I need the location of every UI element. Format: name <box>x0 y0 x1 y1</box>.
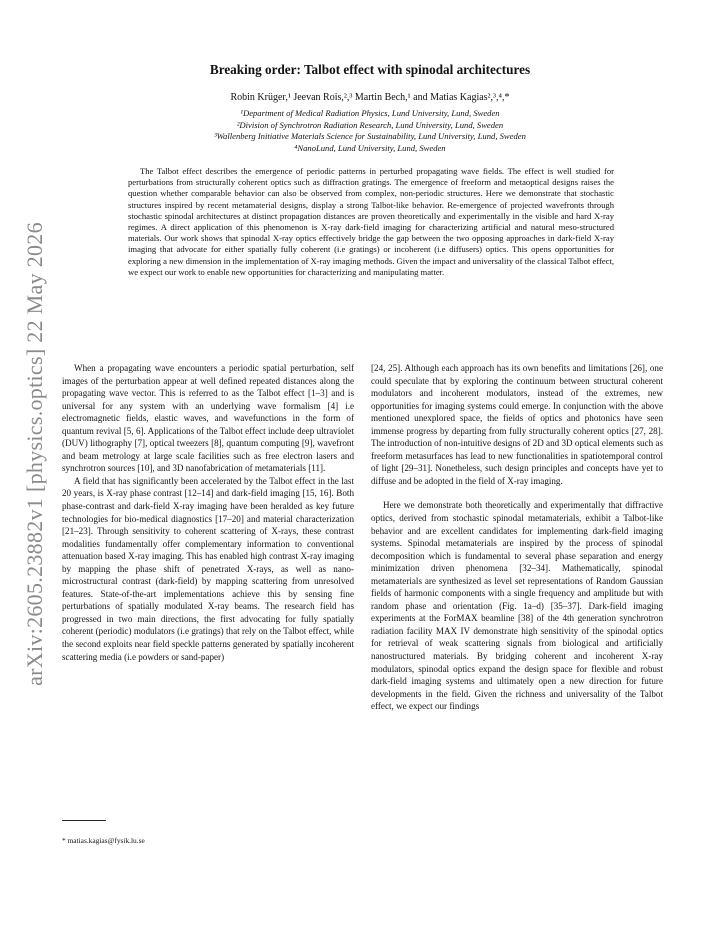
corresponding-author-footnote: * matias.kagias@fysik.lu.se <box>62 836 145 845</box>
paper-title: Breaking order: Talbot effect with spinodal architectures <box>209 62 531 77</box>
footnote-rule <box>62 820 106 821</box>
affiliations <box>90 108 650 154</box>
paragraph-continuation: [24, 25]. Although each approach has its own benefits and limitations [26], one could speculate that by exploring the continuum between structural coherent modulators and incoherent modulators, instead of the extremes, new opportunities for imaging systems could emerge. In conjunction with the above mentioned unexplored space, the fields of optics and photonics have seen immense progress by departing from fully structurally coherent optics [27, 28]. The introduction of non-intuitive designs of 2D and 3D optical elements such as freeform metasurfaces has lead to new functionalities in spatiotemporal control of light [29–31]. Nonetheless, such design principles and concepts have yet to diffuse and be adopted in the field of X-ray imaging. <box>371 363 663 486</box>
affiliation-4: ⁴NanoLund, Lund University, Lund, Sweden <box>294 142 446 153</box>
paragraph-demonstration: Here we demonstrate both theoretically and experimentally that diffractive optics, derived from stochastic spinodal metamaterials, exhibit a Talbot-like behavior and are excellent candidates for implementing dark-field imaging systems. Spinodal metamaterials are inspired by the process of spinodal decomposition which is fundamental to several phase separation and energy minimization driven phenomena [32–34]. Mathematically, spinodal metamaterials are synthesized as level set representations of Random Gaussian fields of harmonic components with a single frequency and amplitude but with random phase and orientation (Fig. 1a–d) [35–37]. Dark-field imaging experiments at the ForMAX beamline [38] of the 4th generation synchrotron radiation facility MAX IV demonstrate high sensitivity of the spinodal optics for retrieval of weak scattering signals from biological and artificially nanostructured materials. By bridging coherent and incoherent X-ray modulators, spinodal optics expand the design space for flexible and robust dark-field imaging systems and ultimately open a new direction for future developments in the field. Given the richness and universality of the Talbot effect, we expect our findings <box>371 500 663 712</box>
arxiv-identifier: arXiv:2605.23882v1 [physics.optics] 22 May 2026 <box>22 222 47 686</box>
body-column-left <box>62 362 354 663</box>
affiliation-1: ¹Department of Medical Radiation Physics, Lund University, Lund, Sweden <box>240 108 500 118</box>
author-list: Robin Krüger,¹ Jeevan Rois,²,³ Martin Bech,¹ and Matias Kagias²,³,⁴,* <box>230 92 510 103</box>
paragraph-intro: When a propagating wave encounters a periodic spatial perturbation, self images of the perturbation appear at well defined repeated distances along the propagating wave vector. This is referred to as the Talbot effect [1–3] and is universal for any system with an underlying wave formalism [4] i.e electromagnetic fields, elastic waves, and wavefunctions in the form of quantum revival [5, 6]. Applications of the Talbot effect include deep ultraviolet (DUV) lithography [7], optical tweezers [8], quantum computing [9], wavefront and beam metrology at large scale facilities such as free electron lasers and synchrotron sources [10], and 3D nanofabrication of metamaterials [11]. <box>62 363 354 474</box>
paragraph-xray-field: A field that has significantly been accelerated by the Talbot effect in the last 20 years, is X-ray phase contrast [12–14] and dark-field imaging [15, 16]. Both phase-contrast and dark-field X-ray imaging have been heralded as key future technologies for bio-medical diagnostics [17–20] and material characterization [21–23]. Through sensitivity to coherent scattering of X-rays, these contrast modalities fundamentally offer complementary information to conventional attenuation based X-ray imaging. This has enabled high contrast X-ray imaging by mapping the phase shift of penetrated X-rays, as well as nano-microstructural contrast (dark-field) by mapping scattering from unresolved features. State-of-the-art implementations achieve this by sensing fine perturbations of spatially modulated X-ray beams. The research field has progressed in two main directions, the first advocating for fully spatially coherent (periodic) modulators (i.e gratings) that rely on the Talbot effect, while the second exploits near field speckle patterns generated by spatially incoherent scattering media (i.e powders or sand-paper) <box>62 475 354 662</box>
affiliation-3: ³Wallenberg Initiative Materials Science for Sustainability, Lund University, Lund, Sweden <box>214 131 526 142</box>
body-column-right <box>371 362 663 713</box>
affiliation-2: ²Division of Synchrotron Radiation Research, Lund University, Lund, Sweden <box>236 119 504 130</box>
abstract: The Talbot effect describes the emergence of periodic patterns in perturbed propagating wave fields. The effect is well studied for perturbations from structurally coherent optics such as diffraction gratings. The emergence of freeform and metaoptical designs raises the question whether comparable behavior can also be observed from complex, non-periodic structures. Here we demonstrate that stochastic structures inspired by recent metamaterial designs, display a strong Talbot-like behavior. Re-emergence of projected wavefronts through stochastic spinodal architectures at distinct propagation distances are proven theoretically and experimentally in the visible and hard X-ray regimes. A direct application of this phenomenon is X-ray dark-field imaging for characterizing artificial and natural meso-structured materials. Our work shows that spinodal X-ray optics effectively bridge the gap between the two opposing approaches in dark-field X-ray imaging that advocate for either spatially fully coherent (i.e gratings) or incoherent (i.e diffusers) optics. This opens opportunities for exploring a new dimension in the implementation of X-ray imaging methods. Given the impact and universality of the classical Talbot effect, we expect our work to enable new opportunities for characterizing and manipulating matter. <box>128 166 614 277</box>
arxiv-sidebar <box>18 214 52 694</box>
